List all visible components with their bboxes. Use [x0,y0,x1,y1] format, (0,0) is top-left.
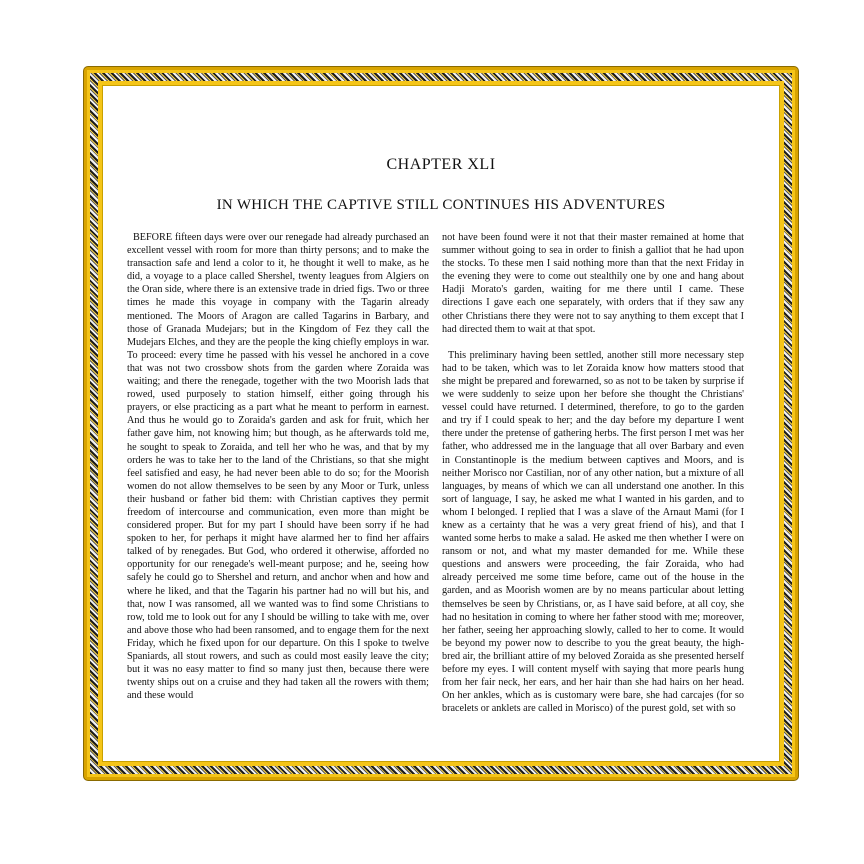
right-column [442,231,744,715]
page-frame [84,67,798,780]
paragraph-gap [442,336,744,349]
chapter-title: CHAPTER XLI [386,156,496,173]
paragraph: This preliminary having been settled, another still more necessary step had to be taken, which was to let Zoraida know how matters stood that she might be prepared and forewarned, so as not to be taken by surprise if we were suddenly to seize upon her before she thought the Christians' vessel could have returned. I determined, therefore, to go to the garden and try if I could speak to her; and the day before my departure I went there under the pretense of gathering herbs. The first person I met was her father, who addressed me in the language that all over Barbary and even in Constantinople is the medium between captives and Moors, and is neither Morisco nor Castilian, nor of any other nation, but a mixture of all languages, by means of which we can all understand one another. In this sort of language, I say, he asked me what I wanted in his garden, and to whom I belonged. I replied that I was a slave of the Arnaut Mami (for I knew as a certainty that he was a very great friend of his), and that I wanted some herbs to make a salad. He asked me then whether I were on ransom or not, and what my master demanded for me. While these questions and answers were proceeding, the fair Zoraida, who had already perceived me some time before, came out of the house in the garden, and as Moorish women are by no means particular about letting themselves be seen by Christians, or, as I have said before, at all coy, she had no hesitation in coming to where her father stood with me; moreover, her father, seeing her approaching slowly, called to her to come. It would be beyond my power now to describe to you the great beauty, the high-bred air, the brilliant attire of my beloved Zoraida as she presented herself before my eyes. I will content myself with saying that more pearls hung from her fair neck, her ears, and her hair than she had hairs on her head. On her ankles, which as is customary were bare, she had carcajes (for so bracelets or anklets are called in Morisco) of the purest gold, set with so [442,349,744,715]
paragraph: not have been found were it not that their master remained at home that summer without going to sea in order to finish a galliot that he had upon the stocks. To these men I said nothing more than that the next Friday in the evening they were to come out stealthily one by one and hang about Hadji Morato's garden, waiting for me there until I came. These directions I gave each one separately, with orders that if they saw any other Christians there they were not to say anything to them except that I had directed them to wait at that spot. [442,232,744,335]
chapter-subtitle: IN WHICH THE CAPTIVE STILL CONTINUES HIS ADVENTURES [216,197,666,213]
paragraph: BEFORE fifteen days were over our renegade had already purchased an excellent vessel with room for more than thirty persons; and to make the transaction safe and lend a color to it, he thought it well to make, as he did, a voyage to a place called Shershel, twenty leagues from Algiers on the Oran side, where there is an extensive trade in dried figs. Two or three times he made this voyage in company with the Tagarin already mentioned. The Moors of Aragon are called Tagarins in Barbary, and those of Granada Mudejars; but in the Kingdom of Fez they call the Mudejars Elches, and they are the people the king chiefly employs in war. To proceed: every time he passed with his vessel he anchored in a cove that was not two crossbow shots from the garden where Zoraida was waiting; and there the renegade, together with the two Moorish lads that rowed, used purposely to station himself, either going through his prayers, or else practicing as a part what he meant to perform in earnest. And thus he would go to Zoraida's garden and ask for fruit, which her father gave him, not knowing him; but though, as he afterwards told me, he sought to speak to Zoraida, and tell her who he was, and that by my orders he was to take her to the land of the Christians, so that she might feel satisfied and easy, he had never been able to do so; for the Moorish women do not allow themselves to be seen by any Moor or Turk, unless their husband or father bid them: with Christian captives they permit freedom of intercourse and communication, even more than might be considered proper. But for my part I should have been sorry if he had spoken to her, for perhaps it might have alarmed her to find her affairs talked of by renegades. But God, who ordered it otherwise, afforded no opportunity for our renegade's well-meant purpose; and he, seeing how safely he could go to Shershel and return, and anchor when and how and where he liked, and that the Tagarin his partner had no will but his, and that, now I was ransomed, all we wanted was to find some Christians to row, told me to look out for any I should be willing to take with me, over and above those who had been ransomed, and to engage them for the next Friday, which he fixed upon for our departure. On this I spoke to twelve Spaniards, all stout rowers, and such as could most easily leave the city; but it was no easy matter to find so many just then, because there were twenty ships out on a cruise and they had taken all the rowers with them; and these would [127,232,429,702]
left-column [127,231,429,702]
book-page [102,85,780,762]
